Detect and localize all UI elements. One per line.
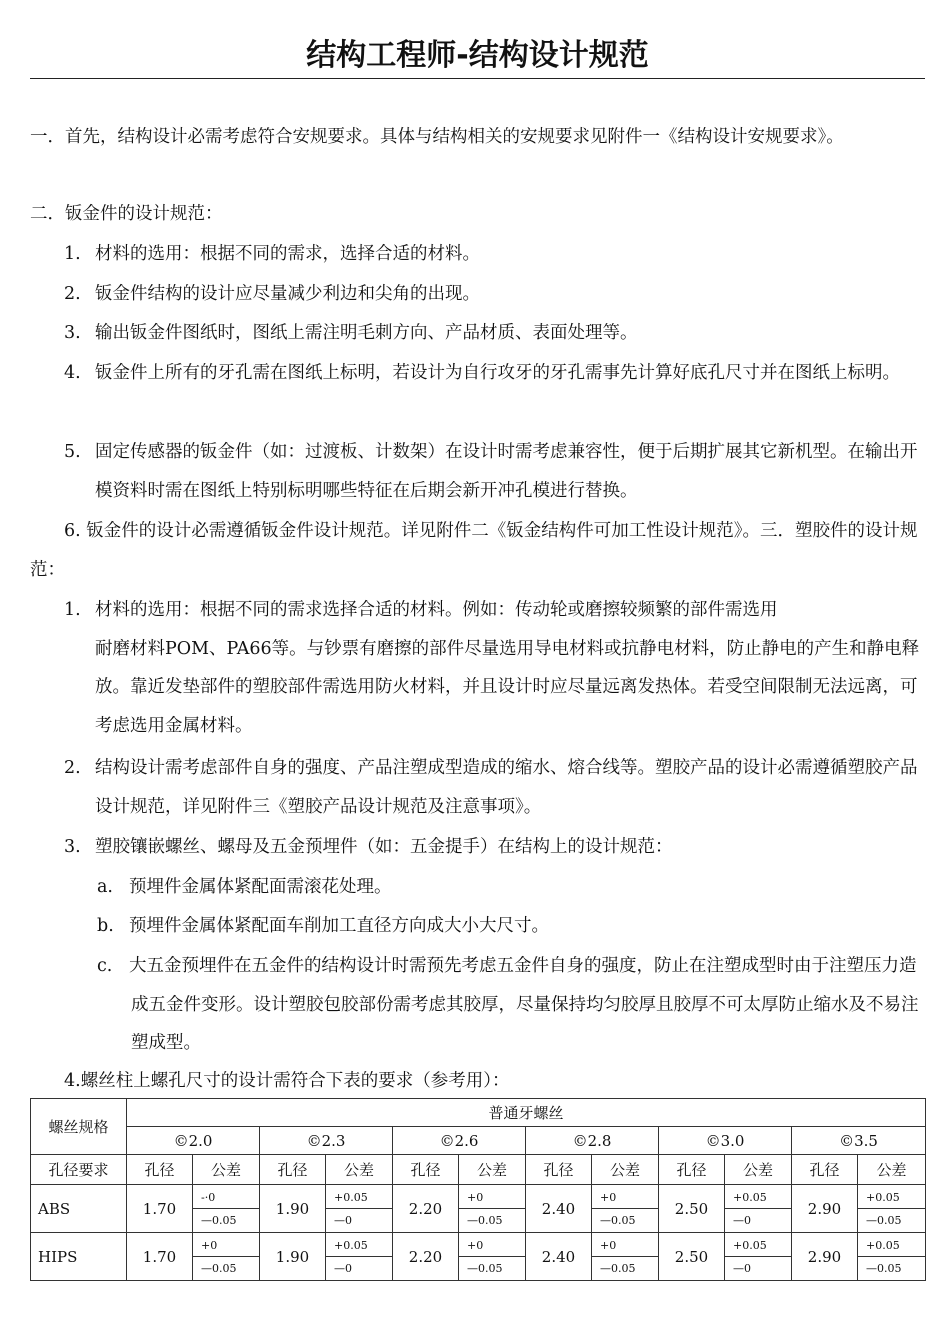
table-row-abs [31, 1185, 926, 1233]
list-number: 5. [64, 442, 81, 462]
hole-value-cell: 2.40 [526, 1233, 592, 1281]
document-title: 结构工程师-结构设计规范 [30, 34, 925, 79]
tolerance-cell [725, 1185, 792, 1233]
tolerance-lower: —0 [733, 1262, 751, 1275]
list-item-2-1 [64, 235, 926, 274]
hole-value-cell: 2.20 [393, 1233, 459, 1281]
tolerance-header: 公差 [326, 1155, 393, 1185]
hole-value-cell: 2.50 [659, 1233, 725, 1281]
tolerance-lower: —0.05 [467, 1214, 503, 1227]
tolerance-cell [592, 1185, 659, 1233]
tolerance-header: 公差 [592, 1155, 659, 1185]
list-item-2-6: 6. 钣金件的设计必需遵循钣金件设计规范。详见附件二《钣金结构件可加工性设计规范》。三．塑胶件的设计规范： [30, 521, 918, 580]
list-text: 材料的选用：根据不同的需求，选择合适的材料。 [95, 244, 480, 264]
list-item-2-5 [64, 433, 926, 510]
list-text: 结构设计需考虑部件自身的强度、产品注塑成型造成的缩水、熔合线等。塑胶产品的设计必需遵循塑胶产品设计规范，详见附件三《塑胶产品设计规范及注意事项》。 [95, 758, 918, 817]
tolerance-upper: +0.05 [858, 1185, 925, 1209]
size-header-cell: ©3.0 [659, 1127, 792, 1155]
list-item-3-4: 4.螺丝柱上螺孔尺寸的设计需符合下表的要求（参考用）： [64, 1071, 510, 1091]
hole-requirement-header: 孔径要求 [31, 1155, 127, 1185]
tolerance-upper: +0 [592, 1185, 658, 1209]
list-item-3-1 [64, 591, 926, 745]
material-cell: HIPS [31, 1233, 127, 1281]
size-header-cell: ©2.8 [526, 1127, 659, 1155]
list-item-3-2 [64, 749, 926, 826]
tolerance-cell [592, 1233, 659, 1281]
tolerance-cell [858, 1233, 926, 1281]
hole-header: 孔径 [659, 1155, 725, 1185]
list-number: 3. [64, 837, 81, 857]
sub-item-letter: b. [97, 916, 114, 936]
material-cell: ABS [31, 1185, 127, 1233]
tolerance-lower: —0.05 [600, 1214, 636, 1227]
tolerance-lower: —0.05 [600, 1262, 636, 1275]
tolerance-upper: +0.05 [858, 1233, 925, 1257]
list-number: 1. [64, 600, 81, 620]
tolerance-header: 公差 [725, 1155, 792, 1185]
tolerance-lower: —0.05 [201, 1214, 237, 1227]
hole-header: 孔径 [393, 1155, 459, 1185]
sub-item-text: 预埋件金属体紧配面需滚花处理。 [129, 877, 392, 897]
tolerance-lower: —0 [733, 1214, 751, 1227]
tolerance-cell [326, 1185, 393, 1233]
tolerance-upper: +0.05 [326, 1233, 392, 1257]
sub-item-text: 大五金预埋件在五金件的结构设计时需预先考虑五金件自身的强度，防止在注塑成型时由于注塑压力造成五金件变形。设计塑胶包胶部份需考虑其胶厚，尽量保持均匀胶厚且胶厚不可太厚防止缩水及不易注塑成型。 [129, 956, 919, 1053]
size-header-cell: ©2.0 [127, 1127, 260, 1155]
hole-value-cell: 1.90 [260, 1233, 326, 1281]
hole-value-cell: 2.90 [792, 1233, 858, 1281]
hole-value-cell: 2.90 [792, 1185, 858, 1233]
tolerance-upper: +0 [459, 1185, 525, 1209]
list-text: 钣金件结构的设计应尽量减少利边和尖角的出现。 [95, 284, 480, 304]
tolerance-cell [459, 1185, 526, 1233]
tolerance-lower: —0.05 [201, 1262, 237, 1275]
hole-header: 孔径 [792, 1155, 858, 1185]
section-1-paragraph: 一．首先，结构设计必需考虑符合安规要求。具体与结构相关的安规要求见附件一《结构设计安规要求》。 [30, 127, 844, 147]
list-number: 4. [64, 363, 81, 383]
table-row-hips [31, 1233, 926, 1281]
list-number: 1. [64, 244, 81, 264]
tolerance-header: 公差 [858, 1155, 926, 1185]
size-header-cell: ©2.3 [260, 1127, 393, 1155]
list-text-line-1: 材料的选用：根据不同的需求选择合适的材料。例如：传动轮或磨擦较频繁的部件需选用 [95, 600, 778, 620]
list-item-2-4 [64, 354, 926, 393]
list-text: 固定传感器的钣金件（如：过渡板、计数架）在设计时需考虑兼容性，便于后期扩展其它新机型。在输出开模资料时需在图纸上特别标明哪些特征在后期会新开冲孔模进行替换。 [95, 442, 918, 501]
tolerance-upper: +0 [459, 1233, 525, 1257]
list-number: 2. [64, 758, 81, 778]
hole-value-cell: 2.40 [526, 1185, 592, 1233]
tolerance-cell [459, 1233, 526, 1281]
size-header-cell: ©3.5 [792, 1127, 926, 1155]
list-item-2-3 [64, 314, 926, 353]
tolerance-lower: —0.05 [467, 1262, 503, 1275]
hole-value-cell: 1.70 [127, 1185, 193, 1233]
list-text-line-2: 耐磨材料POM、PA66等。与钞票有磨擦的部件尽量选用导电材料或抗静电材料，防止静电的产生和静电释放。靠近发垫部件的塑胶部件需选用防火材料，并且设计时应尽量远离发热体。若受空间限制无法远离，可考虑选用金属材料。 [95, 638, 920, 736]
sub-item-text: 预埋件金属体紧配面车削加工直径方向成大小大尺寸。 [129, 916, 549, 936]
hole-value-cell: 1.70 [127, 1233, 193, 1281]
sub-item-letter: c. [97, 956, 113, 976]
tolerance-cell [193, 1233, 260, 1281]
section-2-heading: 二．钣金件的设计规范： [30, 204, 223, 224]
tolerance-cell [193, 1185, 260, 1233]
tolerance-upper: +0 [592, 1233, 658, 1257]
list-text: 钣金件上所有的牙孔需在图纸上标明，若设计为自行攻牙的牙孔需事先计算好底孔尺寸并在图纸上标明。 [95, 363, 900, 383]
hole-header: 孔径 [526, 1155, 592, 1185]
tolerance-cell [725, 1233, 792, 1281]
group-header-cell: 普通牙螺丝 [127, 1099, 926, 1127]
sub-item-3-3-c [97, 947, 925, 1063]
screw-hole-table [30, 1098, 926, 1281]
hole-value-cell: 2.20 [393, 1185, 459, 1233]
tolerance-upper: +0 [193, 1233, 259, 1257]
tolerance-lower: —0 [334, 1214, 352, 1227]
size-header-cell: ©2.6 [393, 1127, 526, 1155]
hole-header: 孔径 [260, 1155, 326, 1185]
tolerance-lower: —0.05 [866, 1214, 902, 1227]
sub-item-3-3-b [97, 907, 925, 946]
list-number: 2. [64, 284, 81, 304]
list-text: 输出钣金件图纸时，图纸上需注明毛刺方向、产品材质、表面处理等。 [95, 323, 638, 343]
tolerance-upper: +0.05 [326, 1185, 392, 1209]
hole-value-cell: 2.50 [659, 1185, 725, 1233]
tolerance-upper: +0.05 [725, 1185, 791, 1209]
tolerance-cell [326, 1233, 393, 1281]
tolerance-lower: —0 [334, 1262, 352, 1275]
list-item-2-2 [64, 275, 926, 314]
list-number: 3. [64, 323, 81, 343]
tolerance-cell [858, 1185, 926, 1233]
tolerance-upper: -·0 [193, 1185, 259, 1209]
sub-item-letter: a. [97, 877, 113, 897]
sub-item-3-3-a [97, 868, 925, 907]
spec-header-cell: 螺丝规格 [31, 1099, 127, 1155]
hole-value-cell: 1.90 [260, 1185, 326, 1233]
hole-header: 孔径 [127, 1155, 193, 1185]
tolerance-header: 公差 [193, 1155, 260, 1185]
list-text: 塑胶镶嵌螺丝、螺母及五金预埋件（如：五金提手）在结构上的设计规范： [95, 837, 673, 857]
tolerance-header: 公差 [459, 1155, 526, 1185]
list-item-3-3 [64, 828, 926, 867]
tolerance-upper: +0.05 [725, 1233, 791, 1257]
tolerance-lower: —0.05 [866, 1262, 902, 1275]
